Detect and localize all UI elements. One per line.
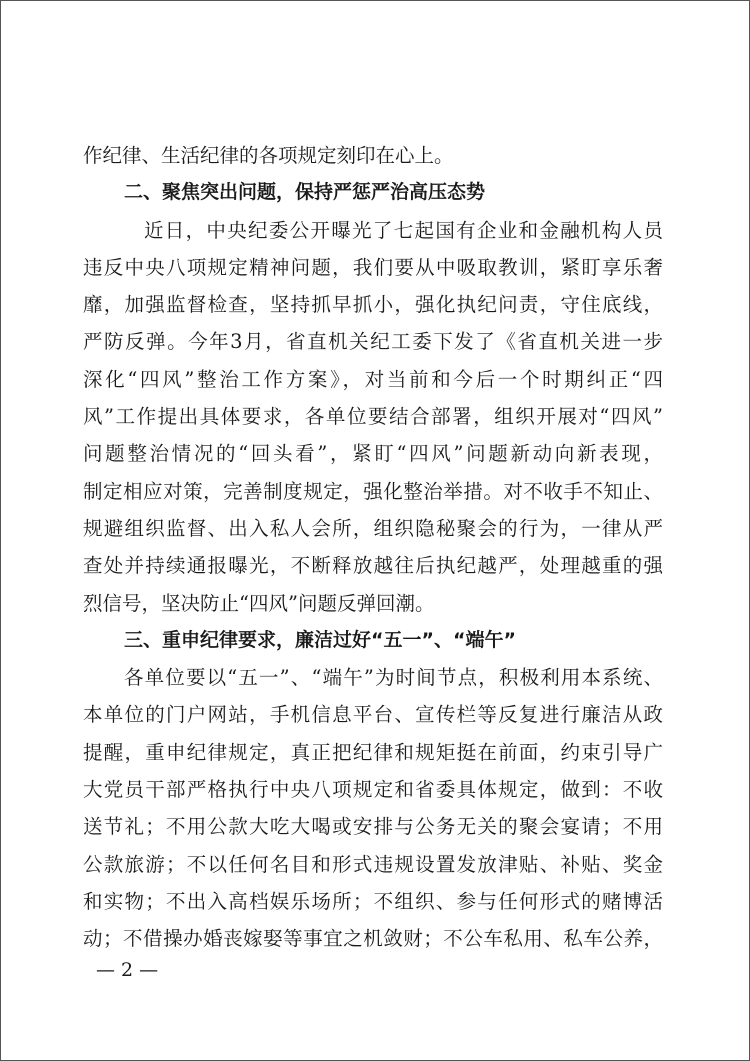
document-body [83,137,663,958]
paragraph-line: 近日，中央纪委公开曝光了七起国有企业和金融机构人员 [144,218,663,242]
paragraph-line: 送节礼；不用公款大吃大喝或安排与公务无关的聚会宴请；不用 [83,815,663,839]
paragraph-line: 提醒，重申纪律规定，真正把纪律和规矩挺在前面，约束引导广 [83,740,663,764]
paragraph-line: 违反中央八项规定精神问题，我们要从中吸取教训，紧盯享乐奢 [83,255,663,279]
page-number: — 2 — [96,959,159,981]
paragraph-line: 规避组织监督、出入私人会所，组织隐秘聚会的行为，一律从严 [83,516,663,540]
paragraph-line: 烈信号，坚决防止“四风”问题反弹回潮。 [83,591,435,615]
paragraph-line: 和实物；不出入高档娱乐场所；不组织、参与任何形式的赌博活 [83,889,663,913]
paragraph-line: 查处并持续通报曝光，不断释放越往后执纪越严，处理越重的强 [83,554,663,578]
section-heading: 三、重申纪律要求，廉洁过好“五一”、“端午” [124,628,516,651]
paragraph-line: 公款旅游；不以任何名目和形式违规设置发放津贴、补贴、奖金 [83,852,663,876]
paragraph-line: 问题整治情况的“回头看”，紧盯“四风”问题新动向新表现， [83,442,663,466]
paragraph-line: 严防反弹。今年3月，省直机关纪工委下发了《省直机关进一步 [83,330,663,354]
paragraph-line: 本单位的门户网站，手机信息平台、宣传栏等反复进行廉洁从政 [83,703,663,727]
paragraph-line: 各单位要以“五一”、“端午”为时间节点，积极利用本系统、 [124,666,663,690]
paragraph-line: 动；不借操办婚丧嫁娶等事宜之机敛财；不公车私用、私车公养， [83,927,663,951]
section-heading: 二、聚焦突出问题，保持严惩严治高压态势 [124,181,486,204]
paragraph-line: 大党员干部严格执行中央八项规定和省委具体规定，做到：不收 [83,778,663,802]
paragraph-line: 深化“四风”整治工作方案》，对当前和今后一个时期纠正“四 [83,367,663,391]
paragraph-line: 靡，加强监督检查，坚持抓早抓小，强化执纪问责，守住底线， [83,293,663,317]
paragraph-line: 风”工作提出具体要求，各单位要结合部署，组织开展对“四风” [83,405,663,429]
paragraph-line: 制定相应对策，完善制度规定，强化整治举措。对不收手不知止、 [83,479,663,503]
paragraph-line: 作纪律、生活纪律的各项规定刻印在心上。 [83,144,454,167]
